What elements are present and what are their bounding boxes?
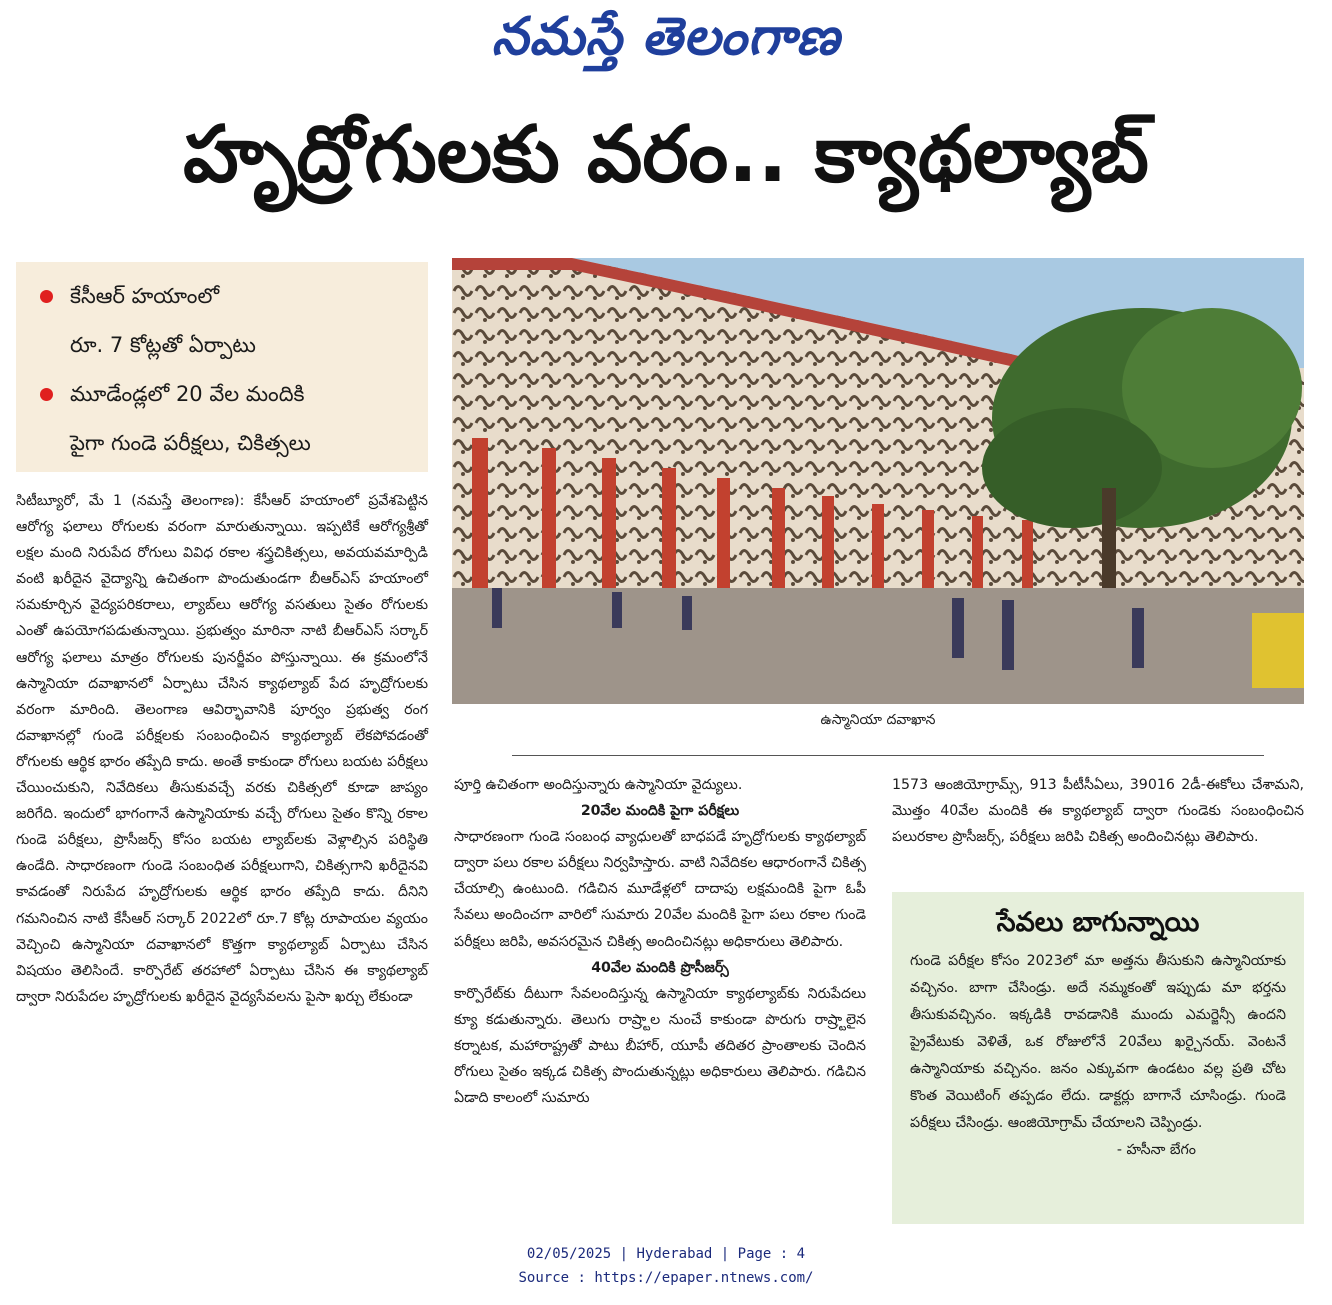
testimonial-title: సేవలు బాగున్నాయి bbox=[996, 907, 1200, 938]
highlights-box bbox=[16, 262, 428, 472]
headline: హృద్రోగులకు వరం.. క్యాథల్యాబ్ bbox=[183, 110, 1149, 200]
footer-source-line[interactable]: Source : https://epaper.ntnews.com/ bbox=[518, 1270, 814, 1286]
hospital-photo bbox=[452, 258, 1304, 704]
article-column-1 bbox=[16, 488, 428, 1010]
testimonial-box bbox=[892, 892, 1304, 1224]
testimonial-signature: - హసీనా బేగం bbox=[1116, 1142, 1196, 1158]
hospital-building-illustration bbox=[452, 258, 1304, 704]
highlight-item-continued bbox=[34, 419, 416, 468]
highlight-line: మూడేండ్లలో 20 వేల మందికి bbox=[70, 382, 305, 406]
testimonial-text: గుండె పరీక్షల కోసం 2023లో మా అత్తను తీసుకుని ఉస్మానియాకు వచ్చినం. బాగా చేసిండ్రు. అదే నమ్మకంతో ఇప్పుడు మా భర్తను తీసుకువచ్చినం. ఇక్కడికి రావడానికి ముందు ఎమర్జెన్సీ ఉందని ప్రైవేటుకు వెళితే, ఒక రోజులోనే 20వేలు ఖర్చైనయ్. వెంటనే ఉస్మానియాకు వచ్చినం. జనం ఎక్కువగా ఉండటం వల్ల ప్రతి చోట కొంత వెయిటింగ్ తప్పడం లేదు. డాక్టర్లు బాగానే చూసిండ్రు. గుండె పరీక్షలు చేసిండ్రు. ఆంజియోగ్రామ్ చేయాలని చెప్పిండ్రు. bbox=[910, 953, 1286, 1131]
subheading: 20వేల మందికి పైగా పరీక్షలు bbox=[580, 803, 740, 820]
article-column-3 bbox=[892, 772, 1304, 850]
bullet-icon bbox=[40, 290, 53, 303]
highlight-line: పైగా గుండె పరీక్షలు, చికిత్సలు bbox=[70, 431, 311, 455]
article-paragraph: సిటీబ్యూరో, మే 1 (నమస్తే తెలంగాణ): కేసీఆర్ హయాంలో ప్రవేశపెట్టిన ఆరోగ్య ఫలాలు రోగులకు వరంగా మారుతున్నాయి. ఇప్పటికే ఆరోగ్యశ్రీతో లక్షల మంది నిరుపేద రోగులు వివిధ రకాల శస్త్రచికిత్సలు, అవయవమార్పిడి వంటి ఖరీదైన వైద్యాన్ని ఉచితంగా పొందుతుండగా బీఆర్ఎస్ హయాంలో సమకూర్చిన వైద్యపరికరాలు, ల్యాబ్‌లు ఆరోగ్య వసతులు సైతం రోగులకు ఎంతో ఉపయోగపడుతున్నాయి. ప్రభుత్వం మారినా నాటి బీఆర్ఎస్ సర్కార్ ఆరోగ్య ఫలాలు మాత్రం రోగులకు పునర్జీవం పోస్తున్నాయి. ఈ క్రమంలోనే ఉస్మానియా దవాఖానలో ఏర్పాటు చేసిన క్యాథల్యాబ్ పేద హృద్రోగులకు వరంగా మారింది. తెలంగాణ ఆవిర్భావానికి పూర్వం ప్రభుత్వ రంగ దవాఖానల్లో గుండె పరీక్షలకు సంబంధించిన క్యాథల్యాబ్ లేకపోవడంతో రోగులకు ఆర్థిక భారం తప్పేది కాదు. అంతే కాకుండా రోగులు బయట పరీక్షలు చేయించుకుని, నివేదికలు తీసుకువచ్చే వరకు చికిత్సలో కూడా జాప్యం జరిగేది. ఇందులో భాగంగానే ఉస్మానియాకు వచ్చే రోగులు సైతం కొన్ని రకాల గుండె పరీక్షలు, ప్రొసీజర్స్ కోసం బయట ల్యాబ్‌లకు వెళ్లాల్సిన పరిస్థితి ఉండేది. సాధారణంగా గుండె సంబంధిత పరీక్షలుగాని, చికిత్సగాని ఖరీదైనవి కావడంతో నిరుపేద హృద్రోగులకు ఆర్థిక భారం తప్పేది కాదు. దీనిని గమనించిన నాటి కేసీఆర్ సర్కార్ 2022లో రూ.7 కోట్ల రూపాయల వ్యయం వెచ్చించి ఉస్మానియా దవాఖానలో కొత్తగా క్యాథల్యాబ్ ఏర్పాటు చేసిన విషయం తెలిసిందే. కార్పొరేట్ తరహాలో ఏర్పాటు చేసిన ఈ క్యాథల్యాబ్ ద్వారా నిరుపేదల హృద్రోగులకు ఖరీదైన వైద్యసేవలను పైసా ఖర్చు లేకుండా bbox=[16, 493, 428, 1005]
bullet-icon bbox=[40, 388, 53, 401]
article-paragraph: సాధారణంగా గుండె సంబంధ వ్యాధులతో బాధపడే హృద్రోగులకు క్యాథల్యాబ్ ద్వారా పలు రకాల పరీక్షలు నిర్వహిస్తారు. వాటి నివేదికల ఆధారంగానే చికిత్స చేయాల్సి ఉంటుంది. గడిచిన మూడేళ్లలో దాదాపు లక్షమందికి పైగా ఓపీ సేవలు అందించగా వారిలో సుమారు 20వేల మందికి పైగా పలు రకాల గుండె పరీక్షలు జరిపి, అవసరమైన చికిత్స అందించినట్లు అధికారులు తెలిపారు. bbox=[454, 829, 866, 950]
highlight-item-continued bbox=[34, 321, 416, 370]
column-divider bbox=[512, 755, 1264, 756]
masthead-logo: నమస్తే తెలంగాణ bbox=[491, 6, 841, 67]
highlight-item bbox=[34, 272, 416, 321]
article-paragraph: 1573 ఆంజియోగ్రామ్స్, 913 పీటీసీఏలు, 39016 2డీ-ఈకోలు చేశామని, మొత్తం 40వేల మందికి ఈ క్యాథల్యాబ్ ద్వారా గుండెకు సంబంధించిన పలురకాల ప్రొసీజర్స్, పరీక్షలు జరిపి చికిత్స అందించినట్లు తెలిపారు. bbox=[892, 777, 1304, 846]
article-paragraph: కార్పొరేట్‌కు దీటుగా సేవలందిస్తున్న ఉస్మానియా క్యాథల్యాబ్‌కు నిరుపేదలు క్యూ కడుతున్నారు. తెలుగు రాష్ర్టాల నుంచే కాకుండా పొరుగు రాష్ర్టాలైన కర్నాటక, మహారాష్ట్రతో పాటు బీహార్, యూపీ తదితర ప్రాంతాలకు చెందిన రోగులు సైతం ఇక్కడ చికిత్స పొందుతున్నట్లు అధికారులు తెలిపారు. గడిచిన ఏడాది కాలంలో సుమారు bbox=[454, 985, 866, 1107]
footer-date-line: 02/05/2025 | Hyderabad | Page : 4 bbox=[526, 1246, 806, 1262]
article-column-2 bbox=[454, 772, 866, 1111]
highlight-line: రూ. 7 కోట్లతో ఏర్పాటు bbox=[70, 333, 256, 357]
page-footer bbox=[0, 1242, 1332, 1290]
highlight-item bbox=[34, 370, 416, 419]
article-paragraph: పూర్తి ఉచితంగా అందిస్తున్నారు ఉస్మానియా వైద్యులు. bbox=[454, 777, 743, 793]
photo-caption: ఉస్మానియా దవాఖాన bbox=[820, 712, 936, 728]
subheading: 40వేల మందికి ప్రొసీజర్స్ bbox=[591, 959, 729, 976]
highlight-line: కేసీఆర్ హయాంలో bbox=[70, 284, 220, 308]
